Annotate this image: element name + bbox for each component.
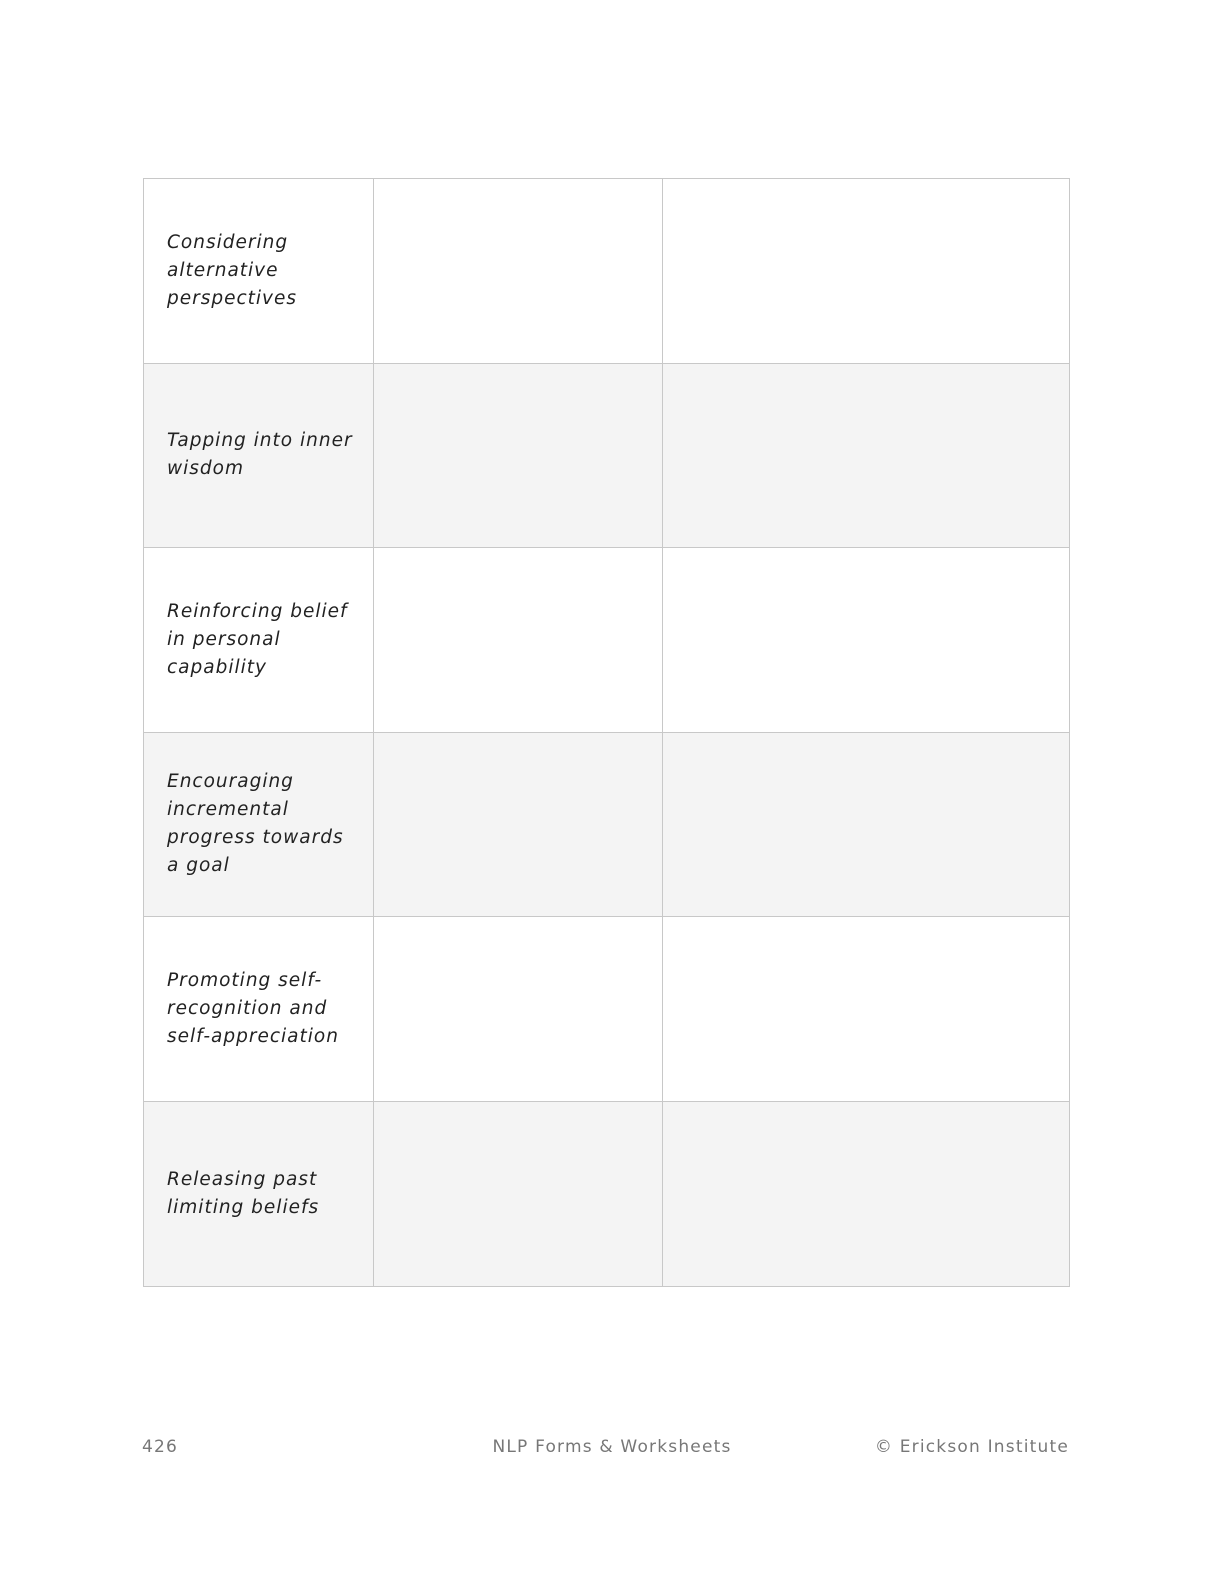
table-row bbox=[144, 1102, 1069, 1287]
row-label-cell bbox=[144, 364, 374, 548]
response-cell-2[interactable] bbox=[663, 179, 1069, 363]
row-label: Tapping into inner wisdom bbox=[167, 430, 353, 480]
table-row bbox=[144, 548, 1069, 733]
response-cell-2[interactable] bbox=[663, 1102, 1069, 1287]
worksheet-table bbox=[143, 178, 1070, 1287]
response-cell-1[interactable] bbox=[374, 733, 663, 917]
table-row bbox=[144, 733, 1069, 918]
response-cell-2[interactable] bbox=[663, 917, 1069, 1101]
response-cell-1[interactable] bbox=[374, 548, 663, 732]
response-cell-1[interactable] bbox=[374, 364, 663, 548]
row-label-cell bbox=[144, 548, 374, 732]
response-cell-2[interactable] bbox=[663, 364, 1069, 548]
row-label: Reinforcing belief in personal capability bbox=[167, 600, 348, 678]
row-label: Releasing past limiting beliefs bbox=[167, 1168, 320, 1218]
row-label-cell bbox=[144, 179, 374, 363]
row-label: Encouraging incremental progress towards a goal bbox=[167, 771, 344, 877]
table-row bbox=[144, 917, 1069, 1102]
response-cell-2[interactable] bbox=[663, 548, 1069, 732]
row-label: Considering alternative perspectives bbox=[167, 231, 298, 309]
page-number: 426 bbox=[142, 1437, 179, 1457]
row-label-cell bbox=[144, 1102, 374, 1287]
response-cell-1[interactable] bbox=[374, 179, 663, 363]
response-cell-1[interactable] bbox=[374, 1102, 663, 1287]
table-row bbox=[144, 179, 1069, 364]
copyright: © Erickson Institute bbox=[874, 1437, 1069, 1457]
row-label: Promoting self-recognition and self-appreciation bbox=[167, 969, 339, 1047]
response-cell-2[interactable] bbox=[663, 733, 1069, 917]
document-title: NLP Forms & Worksheets bbox=[492, 1437, 732, 1457]
response-cell-1[interactable] bbox=[374, 917, 663, 1101]
row-label-cell bbox=[144, 733, 374, 917]
row-label-cell bbox=[144, 917, 374, 1101]
table-row bbox=[144, 364, 1069, 549]
